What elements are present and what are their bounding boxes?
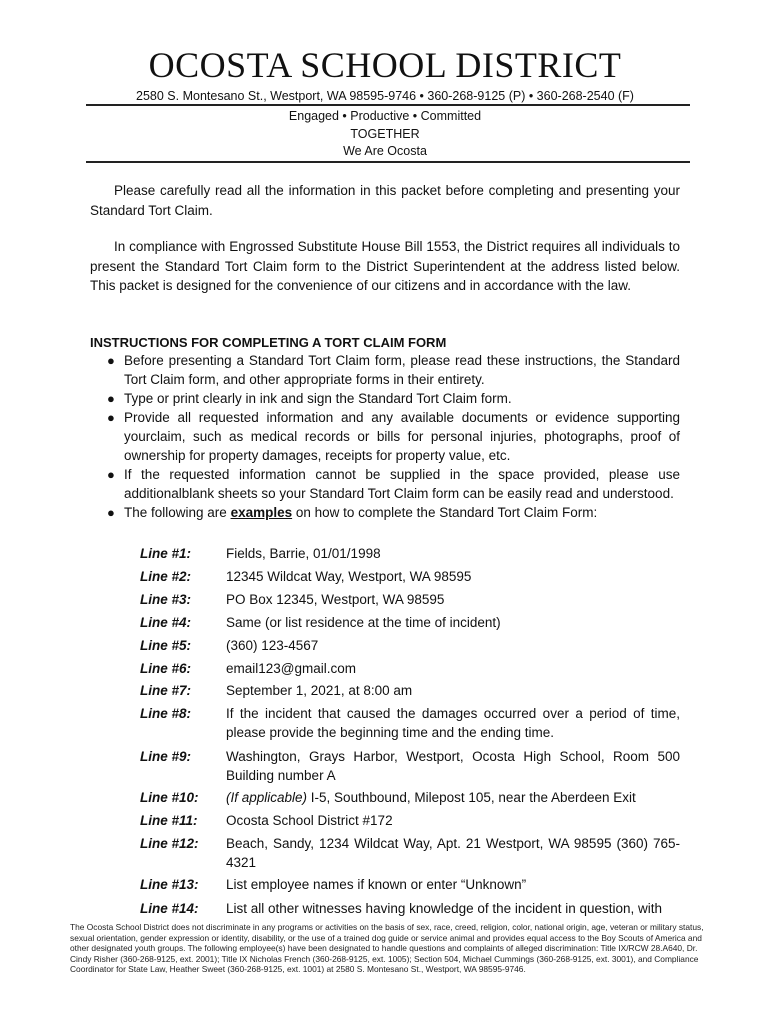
nondiscrimination-footer: The Ocosta School District does not discriminate in any programs or activities on the basis of sex, race, creed, religion, color, national origin, age, veteran or military status, sexual orientation, gender expression or identity, disability, or the use of a trained dog guide or service animal and provides equal access to the Boy Scouts of America and other designated youth groups. The following employee(s) have been designated to handle questions and complaints of alleged discrimination: Title IX/RCW 28.A640, Dr. Cindy Risher (360-268-9125, ext. 2001); Title IX Nicholas French (360-268-9125, ext. 1005); Section 504, Michael Cummings (360-268-9125, ext. 3001), and Compliance Coordinator for State Law, Heather Sweet (360-268-9125, ext. 1001) at 2580 S. Montesano St., Westport, WA 98595-9746. xyxy=(70,922,704,975)
motto-line-2: TOGETHER xyxy=(350,126,420,141)
line-value: Same (or list residence at the time of incident) xyxy=(226,615,501,630)
header-rule-bottom xyxy=(86,161,690,163)
intro-paragraph-2 xyxy=(90,237,680,296)
line-value: List all other witnesses having knowledge of the incident in question, with xyxy=(226,901,663,916)
district-motto xyxy=(0,108,770,161)
line-label: Line #11: xyxy=(140,813,198,828)
intro-paragraph-2-text: In compliance with Engrossed Substitute House Bill 1553, the District requires all individuals to present the Standard Tort Claim form to the District Superintendent at the address listed below. This packet is designed for the convenience of our citizens and in accordance with the law. xyxy=(90,239,680,293)
instructions-heading: INSTRUCTIONS FOR COMPLETING A TORT CLAIM FORM xyxy=(90,335,447,350)
instructions-list xyxy=(90,351,680,522)
district-address: 2580 S. Montesano St., Westport, WA 98595-9746 • 360-268-9125 (P) • 360-268-2540 (F) xyxy=(136,89,634,103)
line-value: If the incident that caused the damages occurred over a period of time, please provide the beginning time and the ending time. xyxy=(226,706,680,740)
motto-line-1: Engaged • Productive • Committed xyxy=(288,109,482,123)
line-value: September 1, 2021, at 8:00 am xyxy=(226,683,413,698)
line-value-rest: I-5, Southbound, Milepost 105, near the Aberdeen Exit xyxy=(307,790,636,805)
line-value: List employee names if known or enter “Unknown” xyxy=(226,877,527,892)
instruction-item xyxy=(90,351,680,389)
line-value: 12345 Wildcat Way, Westport, WA 98595 xyxy=(226,569,472,584)
instruction-text-post: on how to complete the Standard Tort Claim Form: xyxy=(292,505,598,520)
line-label: Line #8: xyxy=(140,706,192,721)
instruction-item xyxy=(90,503,680,522)
bullet-icon: ● xyxy=(107,410,115,425)
instruction-text: If the requested information cannot be supplied in the space provided, please use additionalblank sheets so your Standard Tort Claim form can be easily read and understood. xyxy=(124,467,680,501)
line-label: Line #3: xyxy=(140,592,192,607)
line-label: Line #1: xyxy=(140,546,192,561)
bullet-icon: ● xyxy=(107,391,115,406)
line-value xyxy=(226,788,680,807)
instruction-item xyxy=(90,408,680,465)
district-title: OCOSTA SCHOOL DISTRICT xyxy=(148,45,622,85)
motto-line-3: We Are Ocosta xyxy=(343,144,427,158)
instruction-item xyxy=(90,389,680,408)
line-label: Line #2: xyxy=(140,569,192,584)
line-label: Line #4: xyxy=(140,615,192,630)
line-label: Line #12: xyxy=(140,836,199,851)
line-label: Line #6: xyxy=(140,661,192,676)
line-value: (360) 123-4567 xyxy=(226,638,319,653)
line-label: Line #5: xyxy=(140,638,192,653)
line-value: Ocosta School District #172 xyxy=(226,813,393,828)
line-label: Line #14: xyxy=(140,901,199,916)
line-value: PO Box 12345, Westport, WA 98595 xyxy=(226,592,445,607)
line-value: Beach, Sandy, 1234 Wildcat Way, Apt. 21 Westport, WA 98595 (360) 765-4321 xyxy=(226,836,680,870)
line-value-italic: (If applicable) xyxy=(226,790,308,805)
line-value: email123@gmail.com xyxy=(226,661,357,676)
instruction-text-pre: The following are xyxy=(124,505,231,520)
line-label: Line #7: xyxy=(140,683,192,698)
instruction-text: Type or print clearly in ink and sign the Standard Tort Claim form. xyxy=(124,391,512,406)
line-value: Washington, Grays Harbor, Westport, Ocosta High School, Room 500 Building number A xyxy=(226,749,680,783)
header-rule-top xyxy=(86,104,690,106)
instruction-item xyxy=(90,465,680,503)
instruction-text: Provide all requested information and any available documents or evidence supporting yourclaim, such as medical records or bills for personal injuries, photographs, proof of ownership for property damages, receipts for property value, etc. xyxy=(124,410,680,463)
bullet-icon: ● xyxy=(107,505,115,520)
line-label: Line #9: xyxy=(140,749,192,764)
bullet-icon: ● xyxy=(107,353,115,368)
line-value: Fields, Barrie, 01/01/1998 xyxy=(226,546,381,561)
examples-emphasis: examples xyxy=(230,505,293,520)
bullet-icon: ● xyxy=(107,467,115,482)
line-label: Line #13: xyxy=(140,877,199,892)
instruction-text: Before presenting a Standard Tort Claim form, please read these instructions, the Standard Tort Claim form, and other appropriate forms in their entirety. xyxy=(124,353,680,387)
line-label: Line #10: xyxy=(140,790,199,805)
intro-paragraph-1 xyxy=(90,181,680,220)
intro-paragraph-1-text: Please carefully read all the information in this packet before completing and presenting your Standard Tort Claim. xyxy=(90,183,680,218)
